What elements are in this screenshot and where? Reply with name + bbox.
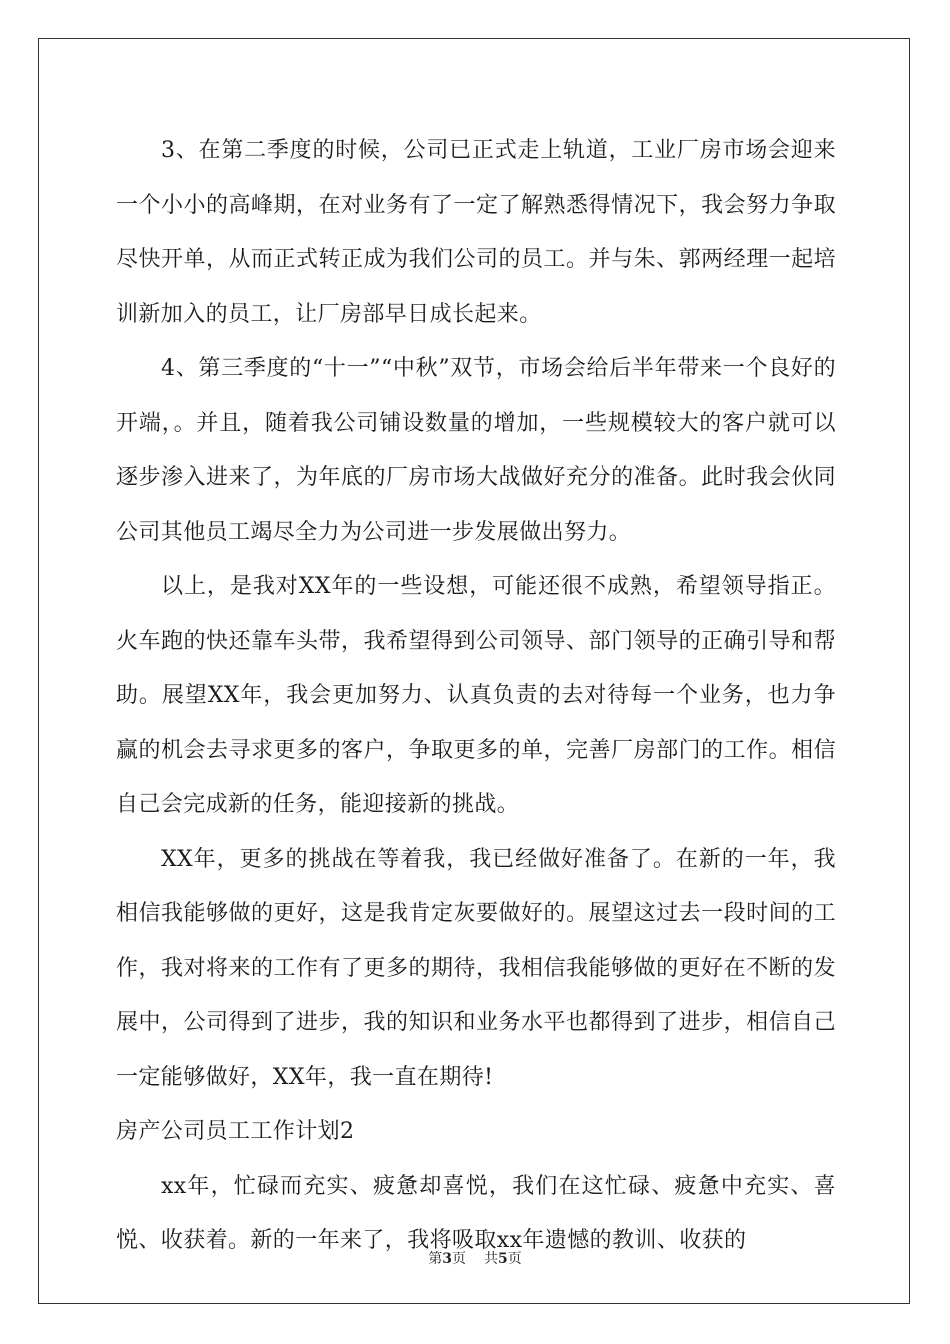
paragraph-outlook: XX年，更多的挑战在等着我，我已经做好准备了。在新的一年，我相信我能够做的更好，这是我肯定灰要做好的。展望这过去一段时间的工作，我对将来的工作有了更多的期待，我相信我能够做的更好在不断的发展中，公司得到了进步，我的知识和业务水平也都得到了进步，相信自己一定能够做好，XX年，我一直在期待! — [116, 846, 836, 1090]
paragraph-summary: 以上，是我对XX年的一些设想，可能还很不成熟，希望领导指正。火车跑的快还靠车头带，我希望得到公司领导、部门领导的正确引导和帮助。展望XX年，我会更加努力、认真负责的去对待每一个业务，也力争赢的机会去寻求更多的客户，争取更多的单，完善厂房部门的工作。相信自己会完成新的任务，能迎接新的挑战。 — [116, 574, 836, 817]
page-prefix: 第 — [428, 1251, 443, 1267]
paragraph-section2-intro: xx年，忙碌而充实、疲惫却喜悦，我们在这忙碌、疲惫中充实、喜悦、收获着。新的一年来了，我将吸取xx年遗憾的教训、收获的 — [116, 1173, 836, 1253]
section-heading: 房产公司员工工作计划2 — [116, 1119, 355, 1144]
page-suffix: 页 — [452, 1251, 466, 1267]
total-suffix: 页 — [507, 1251, 522, 1267]
page-total: 5 — [498, 1251, 508, 1267]
page-current: 3 — [442, 1251, 452, 1267]
page-footer — [0, 1248, 950, 1268]
paragraph-q3-plan: 4、第三季度的“十一”“中秋”双节，市场会给后半年带来一个良好的开端，。并且，随着我公司铺设数量的增加，一些规模较大的客户就可以逐步渗入进来了，为年底的厂房市场大战做好充分的准备。此时我会伙同公司其他员工竭尽全力为公司进一步发展做出努力。 — [116, 356, 836, 545]
document-body — [116, 124, 836, 1269]
paragraph-q2-plan: 3、在第二季度的时候，公司已正式走上轨道，工业厂房市场会迎来一个小小的高峰期，在对业务有了一定了解熟悉得情况下，我会努力争取尽快开单，从而正式转正成为我们公司的员工。并与朱、郭两经理一起培训新加入的员工，让厂房部早日成长起来。 — [116, 138, 836, 327]
total-prefix: 共 — [484, 1251, 498, 1267]
